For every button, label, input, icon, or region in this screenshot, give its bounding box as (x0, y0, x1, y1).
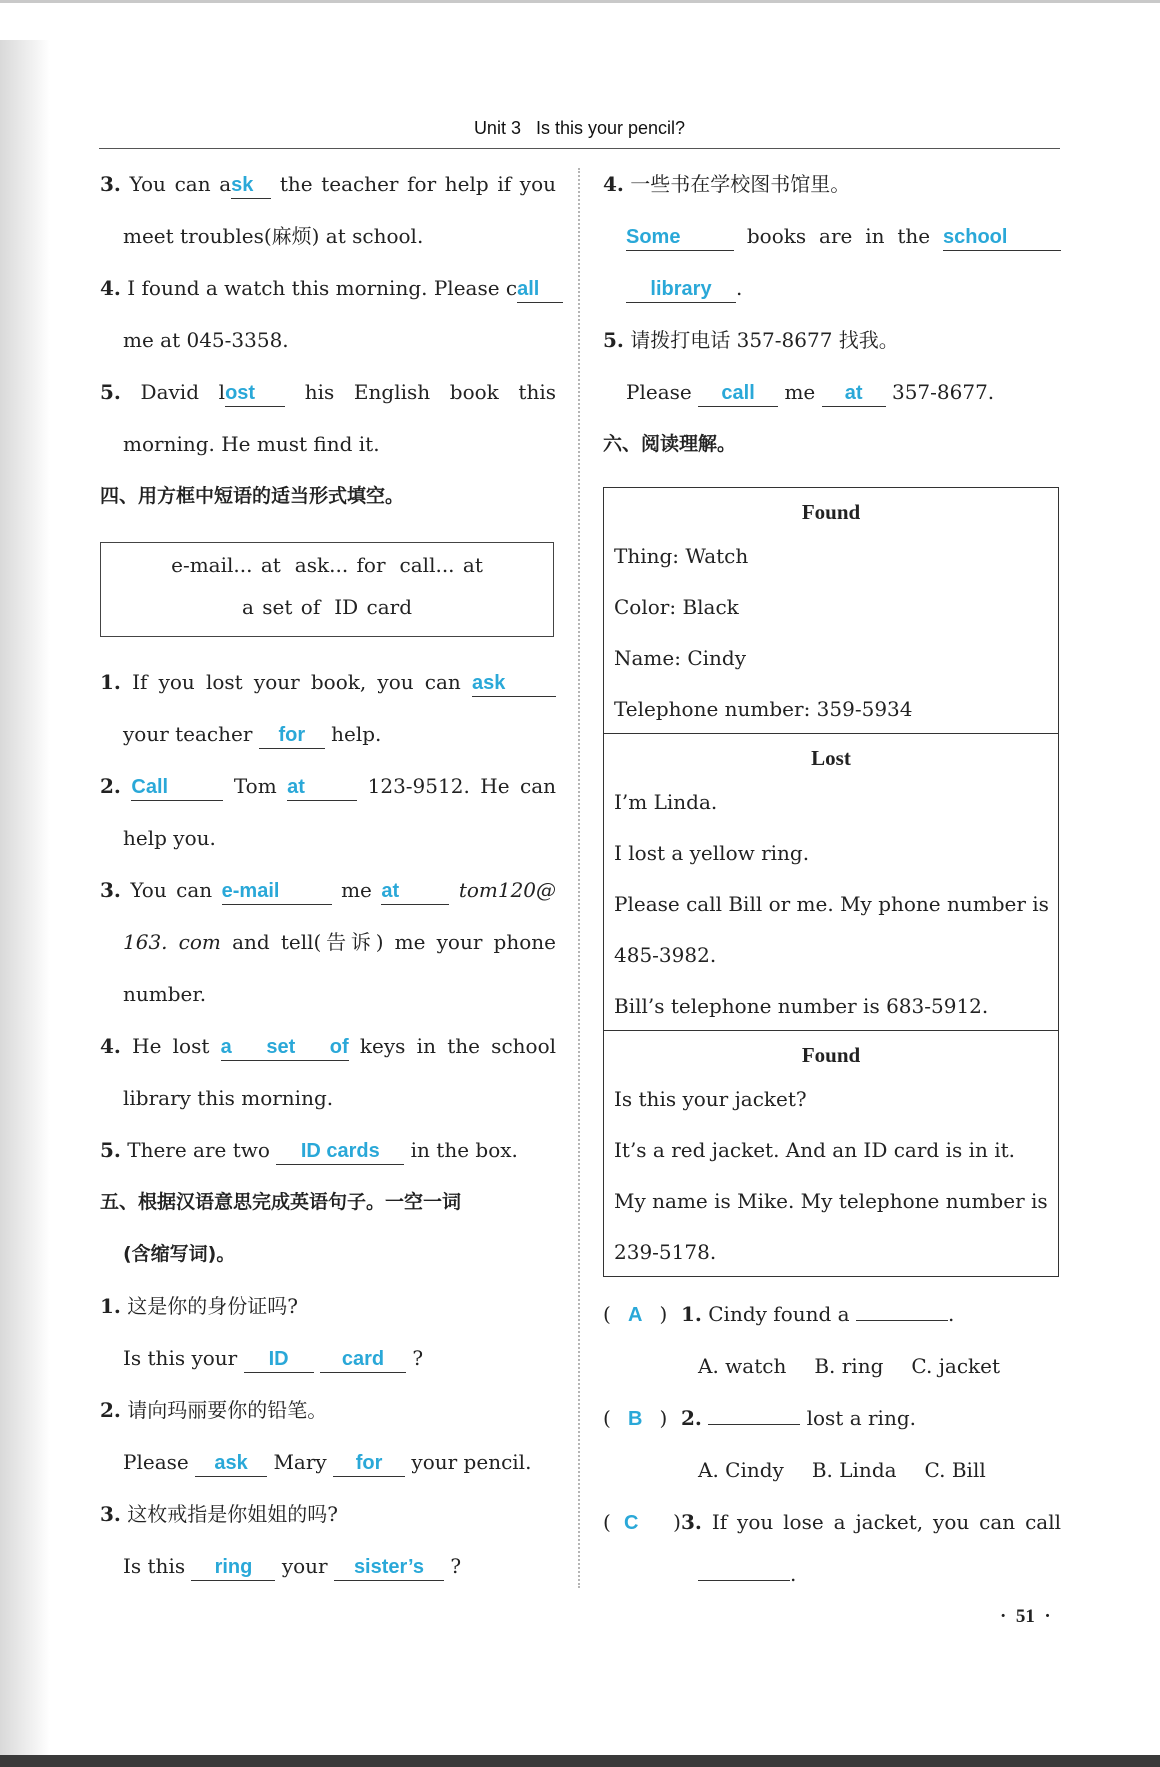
answer-blank: all (517, 276, 563, 303)
s5-item-3: 3. 这枚戒指是你姐姐的吗? Is this ring your sister’s ? (100, 1495, 556, 1599)
section5-heading-cont: (含缩写词)。 (123, 1243, 236, 1265)
right-column (603, 165, 1061, 1607)
s4-item-2: 2. Call Tom at 123-9512. He can help you. (100, 774, 557, 850)
s5-item-1: 1. 这是你的身份证吗? Is this your ID card ? (100, 1287, 556, 1391)
answer-blank: sk (231, 172, 271, 199)
s4-item-5: 5. There are two ID cards in the box. (100, 1131, 556, 1183)
s4-item-1: 1. If you lost your book, you can ask your teacher for help. (100, 663, 556, 767)
s3-item-3: 3. You can ask the teacher for help if you meet troubles(麻烦) at school. (100, 172, 557, 248)
s4-item-4: 4. He lost a set of keys in the school library this morning. (100, 1034, 557, 1110)
notice-found-jacket: Found Is this your jacket? It’s a red jacket. And an ID card is in it. My name is Mike. My telephone number is 239-5178. (604, 1030, 1058, 1276)
s5-item-5: 5. 请拨打电话 357-8677 找我。 Please call me at 357-8677. (603, 321, 1061, 425)
reading-box (603, 487, 1059, 1277)
notice-found-watch: Found Thing: Watch Color: Black Name: Cindy Telephone number: 359-5934 (614, 500, 913, 721)
column-divider (578, 168, 580, 1588)
page-number: · 51 · (1000, 1606, 1051, 1627)
left-column (100, 165, 556, 1599)
header-unit: Unit 3 (473, 118, 521, 138)
s5-item-2: 2. 请向玛丽要你的铅笔。 Please ask Mary for your pencil. (100, 1391, 556, 1495)
s3-item-4: 4. I found a watch this morning. Please call me at 045-3358. (100, 269, 556, 373)
phrase-box: e-mail... at ask... for call... at a set of ID card (100, 542, 554, 637)
header-title: Is this your pencil? (535, 118, 686, 138)
notice-lost-ring: Lost I’m Linda. I lost a yellow ring. Please call Bill or me. My phone number is 485-3982. Bill’s telephone number is 683-5912. (604, 733, 1058, 1030)
section5-heading: 五、根据汉语意思完成英语句子。一空一词 (100, 1191, 462, 1213)
question-1: ( A ) 1. Cindy found a . A. watch B. ring C. jacket (603, 1302, 1001, 1378)
answer-blank: ost (225, 380, 285, 407)
section6-heading: 六、阅读理解。 (603, 433, 737, 455)
question-3: ( C )3. If you lose a jacket, you can call . (603, 1510, 1062, 1586)
header-rule (99, 148, 1060, 149)
question-2: ( B ) 2. lost a ring. A. Cindy B. Linda C. Bill (603, 1406, 986, 1482)
page-binding-shadow (0, 40, 50, 1755)
section4-heading: 四、用方框中短语的适当形式填空。 (100, 485, 405, 507)
top-edge-line (0, 0, 1160, 3)
s4-item-3: 3. You can e-mail me at tom120@ 163. com and tell(告诉) me your phone number. (100, 878, 557, 1006)
bottom-edge-bar (0, 1755, 1160, 1767)
s5-item-4: 4. 一些书在学校图书馆里。 Some books are in the school library . (603, 165, 1061, 321)
s3-item-5: 5. David lost his English book this morning. He must find it. (100, 380, 557, 456)
running-header (99, 118, 1060, 139)
